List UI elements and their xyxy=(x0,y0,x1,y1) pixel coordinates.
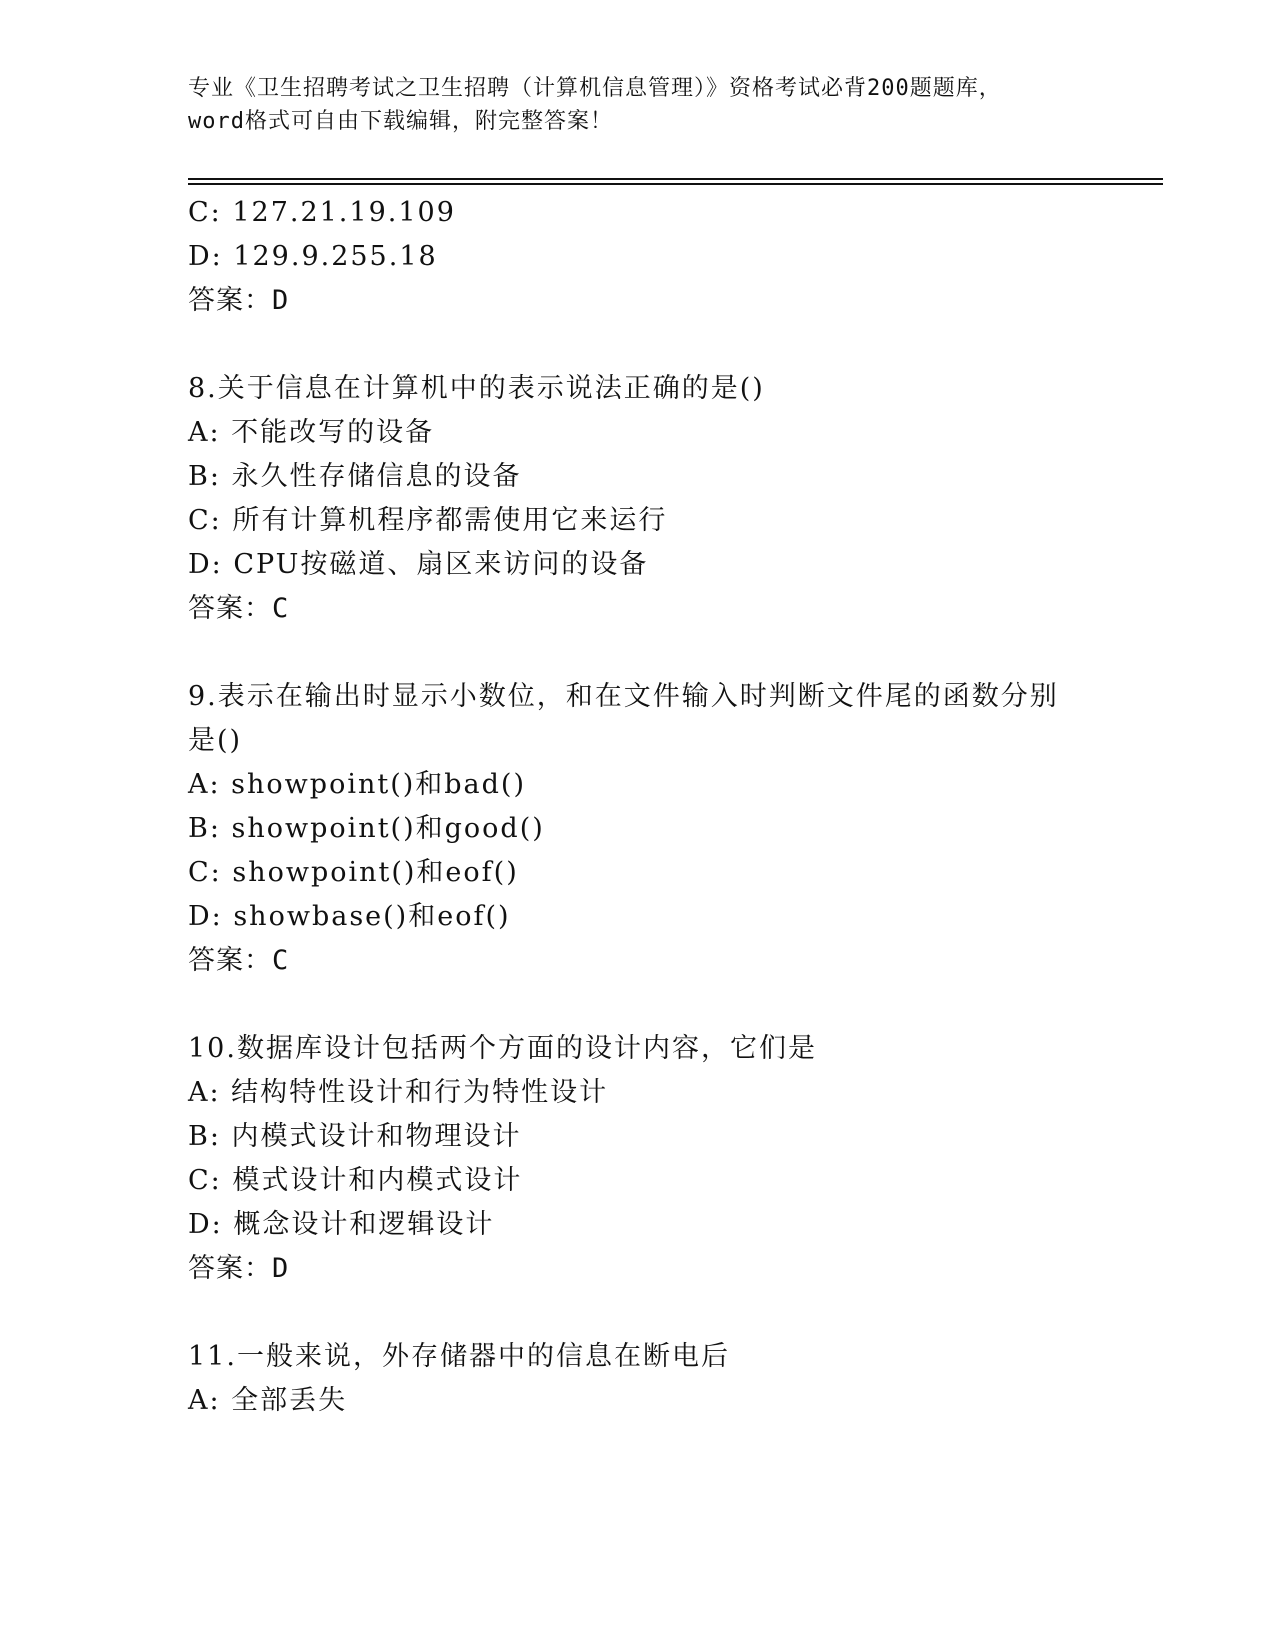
q10-option-a: A: 结构特性设计和行为特性设计 xyxy=(188,1077,609,1108)
q10-option-c: C: 模式设计和内模式设计 xyxy=(188,1165,523,1196)
q11-question: 11.一般来说，外存储器中的信息在断电后 xyxy=(188,1341,730,1372)
q9-option-a: A: showpoint()和bad() xyxy=(188,769,527,800)
q11-option-a: A: 全部丢失 xyxy=(188,1385,348,1416)
q10-question: 10.数据库设计包括两个方面的设计内容，它们是 xyxy=(188,1033,817,1064)
q7-option-c: C: 127.21.19.109 xyxy=(188,197,456,228)
header-title-line-2: word格式可自由下载编辑，附完整答案！ xyxy=(188,109,613,134)
q9-question-line-2: 是() xyxy=(188,725,243,756)
q9-option-d: D: showbase()和eof() xyxy=(188,901,511,932)
header-title-line-1: 专业《卫生招聘考试之卫生招聘（计算机信息管理）》资格考试必背200题题库， xyxy=(188,76,1002,101)
header-divider-top xyxy=(188,178,1163,180)
q8-option-d: D: CPU按磁道、扇区来访问的设备 xyxy=(188,549,649,580)
q9-question-line-1: 9.表示在输出时显示小数位，和在文件输入时判断文件尾的函数分别 xyxy=(188,681,1059,712)
q8-option-b: B: 永久性存储信息的设备 xyxy=(188,461,522,492)
q8-answer: 答案：C xyxy=(188,593,290,624)
q7-option-d: D: 129.9.255.18 xyxy=(188,241,438,272)
document-header xyxy=(188,72,1088,138)
q9-option-c: C: showpoint()和eof() xyxy=(188,857,519,888)
q10-answer: 答案：D xyxy=(188,1253,290,1284)
q9-option-b: B: showpoint()和good() xyxy=(188,813,545,844)
q10-option-b: B: 内模式设计和物理设计 xyxy=(188,1121,522,1152)
q8-option-c: C: 所有计算机程序都需使用它来运行 xyxy=(188,505,668,536)
q8-question: 8.关于信息在计算机中的表示说法正确的是() xyxy=(188,373,765,404)
q7-answer: 答案：D xyxy=(188,285,290,316)
q8-option-a: A: 不能改写的设备 xyxy=(188,417,435,448)
header-divider-bottom xyxy=(188,183,1163,185)
q10-option-d: D: 概念设计和逻辑设计 xyxy=(188,1209,495,1240)
q9-answer: 答案：C xyxy=(188,945,290,976)
